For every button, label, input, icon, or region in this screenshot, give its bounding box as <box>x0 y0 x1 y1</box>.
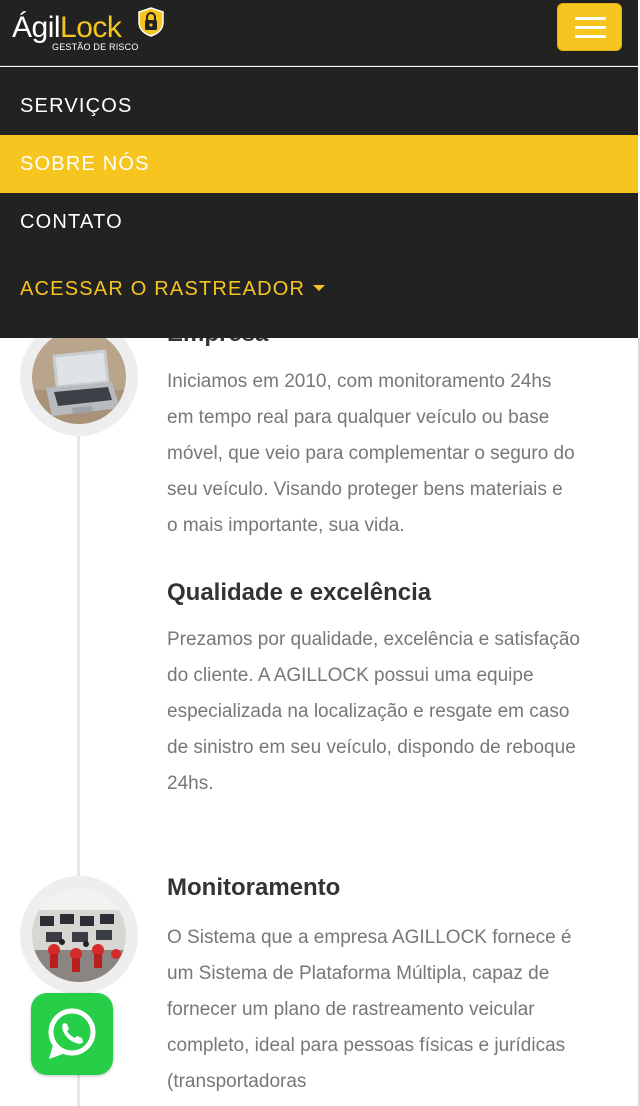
nav-item-acessar-label: ACESSAR O RASTREADOR <box>20 278 306 300</box>
shield-lock-icon <box>136 6 166 38</box>
timeline-image-monitoring <box>20 876 138 994</box>
monitoring-room-photo <box>32 888 126 982</box>
whatsapp-button[interactable] <box>31 993 113 1075</box>
nav-menu <box>0 67 638 338</box>
section-title-qualidade: Qualidade e excelência <box>167 579 432 606</box>
section-text-monitoramento: O Sistema que a empresa AGILLOCK fornece é um Sistema de Plataforma Múltipla, capaz de fornecer um plano de rastreamento veicular completo, ideal para pessoas físicas e jurídicas (transportadoras <box>167 927 572 1092</box>
hamburger-icon <box>575 17 606 20</box>
logo-text-lock: Lock <box>60 11 122 44</box>
whatsapp-icon <box>31 993 113 1075</box>
hamburger-icon-bar <box>575 35 606 38</box>
logo-text-agil: Ágil <box>12 11 61 44</box>
logo-wordmark <box>12 12 121 44</box>
section-text-qualidade: Prezamos por qualidade, excelência e satisfação do cliente. A AGILLOCK possui uma equipe especializada na localização e resgate em caso de sinistro em seu veículo, dispondo de reboque 24hs. <box>167 629 580 794</box>
nav-item-acessar-rastreador[interactable] <box>0 260 638 318</box>
hamburger-icon-bar <box>575 26 606 29</box>
caret-down-icon <box>313 285 325 291</box>
nav-item-contato[interactable]: CONTATO <box>20 211 123 233</box>
menu-toggle-button[interactable] <box>557 3 622 51</box>
nav-item-servicos[interactable]: SERVIÇOS <box>20 95 133 117</box>
site-header <box>0 0 638 66</box>
brand-logo[interactable] <box>12 4 172 58</box>
logo-tagline: GESTÃO DE RISCO <box>52 42 139 52</box>
laptop-photo <box>32 330 126 424</box>
nav-item-sobre-nos[interactable]: SOBRE NÓS <box>0 135 638 193</box>
section-title-monitoramento: Monitoramento <box>167 874 341 901</box>
section-text-empresa: Iniciamos em 2010, com monitoramento 24hs em tempo real para qualquer veículo ou base móvel, que veio para complementar o seguro do seu veículo. Visando proteger bens materiais e o mais importante, sua vida. <box>167 371 575 536</box>
